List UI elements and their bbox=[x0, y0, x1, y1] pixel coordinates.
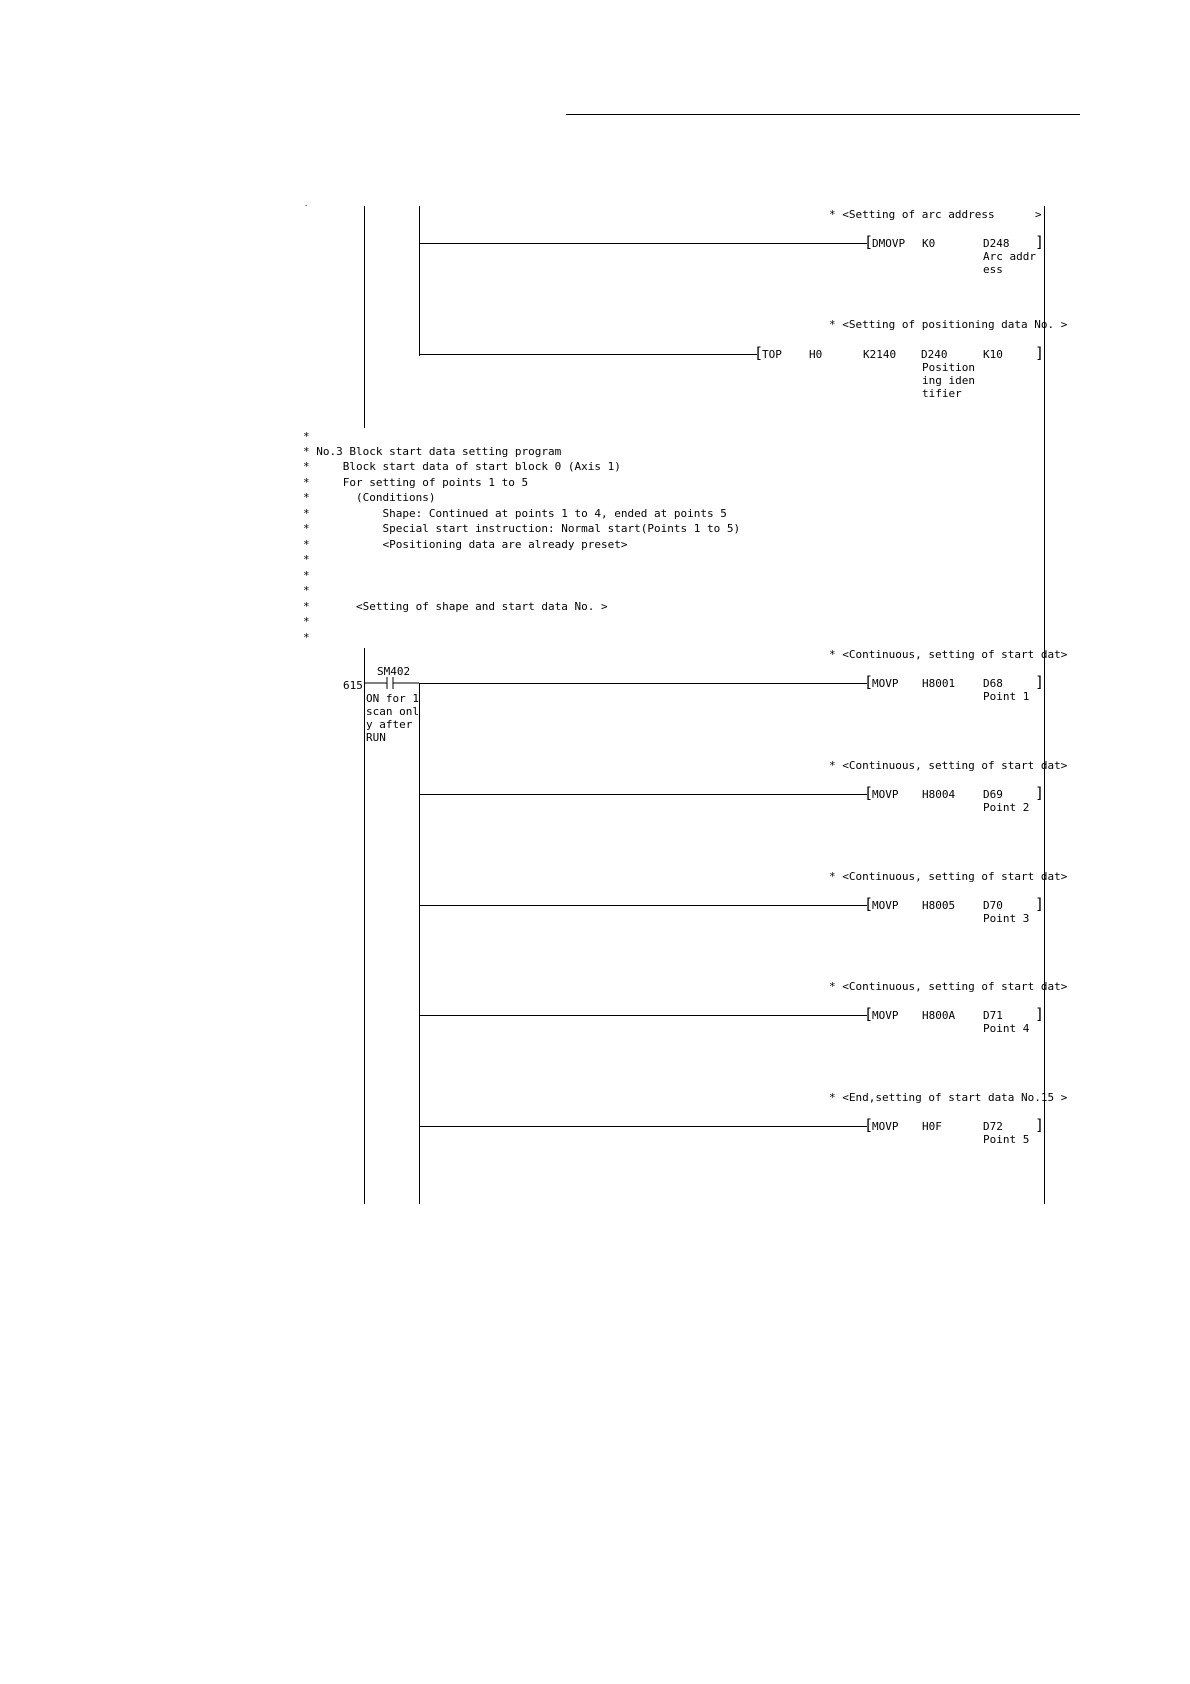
scan-mark: . bbox=[304, 200, 309, 208]
comment-line: * bbox=[303, 584, 310, 597]
step-number: 615 bbox=[343, 679, 363, 692]
instruction-open-bracket: [ bbox=[864, 233, 874, 251]
instruction-movp: MOVP bbox=[872, 1009, 899, 1022]
contact-no-symbol bbox=[364, 676, 424, 690]
instruction-open-bracket: [ bbox=[864, 784, 874, 802]
operand-source: H0F bbox=[922, 1120, 942, 1133]
device-comment-line: ing iden bbox=[922, 374, 975, 387]
instruction-movp: MOVP bbox=[872, 788, 899, 801]
instruction-close-bracket: ] bbox=[1035, 784, 1045, 802]
contact-comment-line: y after bbox=[366, 718, 413, 731]
instruction-open-bracket: [ bbox=[864, 1116, 874, 1134]
comment-line: * bbox=[303, 569, 310, 582]
operand-destination: D71 bbox=[983, 1009, 1003, 1022]
comment-arc-address: * <Setting of arc address bbox=[829, 208, 995, 221]
contact-comment-line: RUN bbox=[366, 731, 386, 744]
operand-source: H8001 bbox=[922, 677, 956, 690]
instruction-dmovp: DMOVP bbox=[872, 237, 906, 250]
instruction-close-bracket: ] bbox=[1035, 895, 1045, 913]
comment-line: * bbox=[303, 553, 310, 566]
instruction-open-bracket: [ bbox=[754, 344, 764, 362]
operand-d248: D248 bbox=[983, 237, 1010, 250]
operand-source: H800A bbox=[922, 1009, 956, 1022]
comment-line: * <Positioning data are already preset> bbox=[303, 538, 628, 551]
operand-destination: D69 bbox=[983, 788, 1003, 801]
operand-k2140: K2140 bbox=[863, 348, 897, 361]
rung-wire-output bbox=[419, 683, 867, 684]
device-comment-line: Point 1 bbox=[983, 690, 1030, 703]
instruction-close-bracket: ] bbox=[1035, 233, 1045, 251]
instruction-open-bracket: [ bbox=[864, 895, 874, 913]
rung-wire-output bbox=[419, 905, 867, 906]
operand-d240: D240 bbox=[921, 348, 948, 361]
output-comment: * <End,setting of start data No.15 > bbox=[829, 1091, 1068, 1104]
instruction-close-bracket: ] bbox=[1035, 673, 1045, 691]
comment-line: * bbox=[303, 615, 310, 628]
operand-source: H8004 bbox=[922, 788, 956, 801]
right-rail bbox=[1044, 206, 1045, 1204]
comment-line: * For setting of points 1 to 5 bbox=[303, 476, 529, 489]
output-comment: * <Continuous, setting of start dat> bbox=[829, 980, 1068, 993]
instruction-close-bracket: ] bbox=[1035, 1116, 1045, 1134]
instruction-open-bracket: [ bbox=[864, 1005, 874, 1023]
operand-k10: K10 bbox=[983, 348, 1003, 361]
output-comment: * <Continuous, setting of start dat> bbox=[829, 648, 1068, 661]
comment-line: * Block start data of start block 0 (Axis 1) bbox=[303, 460, 621, 473]
left-rail-top bbox=[364, 206, 365, 428]
instruction-close-bracket: ] bbox=[1035, 344, 1045, 362]
comment-line: * No.3 Block start data setting program bbox=[303, 445, 562, 458]
contact-device: SM402 bbox=[377, 665, 411, 678]
rung-wire-output bbox=[419, 1126, 867, 1127]
device-comment-line: tifier bbox=[922, 387, 962, 400]
operand-destination: D72 bbox=[983, 1120, 1003, 1133]
inner-rail-top bbox=[419, 206, 420, 356]
comment-line: * Shape: Continued at points 1 to 4, ended at points 5 bbox=[303, 507, 727, 520]
comment-line: * <Setting of shape and start data No. > bbox=[303, 600, 608, 613]
operand-k0: K0 bbox=[922, 237, 936, 250]
comment-arc-address-end: > bbox=[1035, 208, 1042, 221]
operand-destination: D70 bbox=[983, 899, 1003, 912]
instruction-top: TOP bbox=[762, 348, 782, 361]
instruction-open-bracket: [ bbox=[864, 673, 874, 691]
comment-line: * bbox=[303, 430, 310, 443]
left-rail-bottom bbox=[364, 648, 365, 1204]
header-rule bbox=[566, 114, 1080, 115]
comment-line: * (Conditions) bbox=[303, 491, 436, 504]
operand-source: H8005 bbox=[922, 899, 956, 912]
comment-positioning-data: * <Setting of positioning data No. > bbox=[829, 318, 1068, 331]
rung-wire-dmovp bbox=[419, 243, 867, 244]
output-comment: * <Continuous, setting of start dat> bbox=[829, 759, 1068, 772]
operand-h0: H0 bbox=[809, 348, 823, 361]
instruction-movp: MOVP bbox=[872, 1120, 899, 1133]
rung-wire-output bbox=[419, 794, 867, 795]
contact-comment-line: ON for 1 bbox=[366, 692, 419, 705]
device-comment-line: Arc addr bbox=[983, 250, 1036, 263]
rung-wire-top bbox=[419, 354, 757, 355]
contact-comment-line: scan onl bbox=[366, 705, 419, 718]
device-comment-line: Point 3 bbox=[983, 912, 1030, 925]
comment-line: * Special start instruction: Normal start(Points 1 to 5) bbox=[303, 522, 741, 535]
instruction-movp: MOVP bbox=[872, 899, 899, 912]
instruction-movp: MOVP bbox=[872, 677, 899, 690]
device-comment-line: Point 4 bbox=[983, 1022, 1030, 1035]
device-comment-line: Point 5 bbox=[983, 1133, 1030, 1146]
device-comment-line: Point 2 bbox=[983, 801, 1030, 814]
device-comment-line: Position bbox=[922, 361, 975, 374]
rung-wire-output bbox=[419, 1015, 867, 1016]
instruction-close-bracket: ] bbox=[1035, 1005, 1045, 1023]
operand-destination: D68 bbox=[983, 677, 1003, 690]
comment-line: * bbox=[303, 631, 310, 644]
device-comment-line: ess bbox=[983, 263, 1003, 276]
output-comment: * <Continuous, setting of start dat> bbox=[829, 870, 1068, 883]
